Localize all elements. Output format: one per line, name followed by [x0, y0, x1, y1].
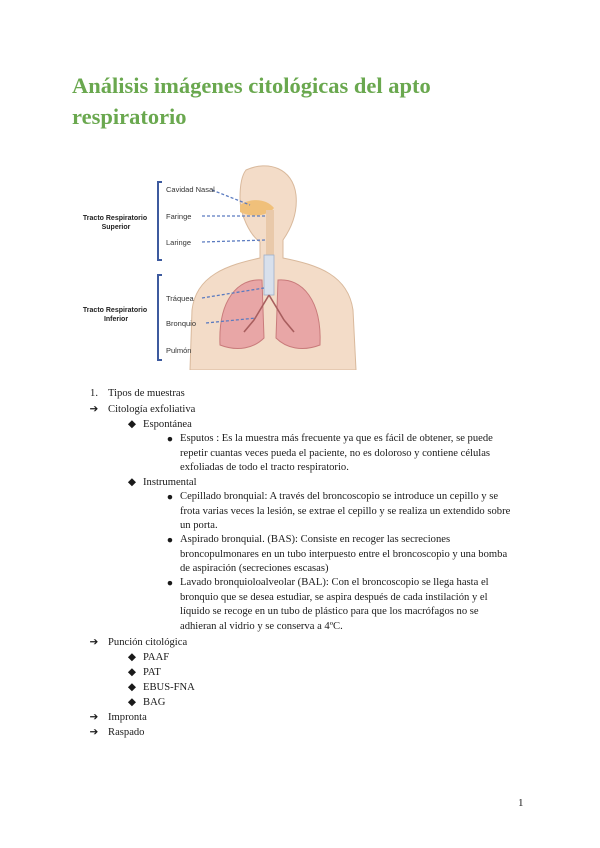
list-item-text: Aspirado bronquial. (BAS): Consiste en recoger las secreciones broncopulmonares en un tubo interpuesto entre el broncoscopio y una bomba de aspiración (secreciones escasas) — [180, 534, 508, 574]
lower-bracket — [158, 275, 162, 360]
trachea-shape — [264, 255, 274, 295]
pointer-laringe — [202, 240, 266, 242]
page-number: 1 — [518, 797, 524, 809]
bullet-icon: ● — [166, 535, 174, 546]
lower-group-label-1: Tracto Respiratorio — [82, 307, 148, 314]
list-item-text: Citología exfoliativa — [108, 404, 196, 415]
label-cavidad-nasal: Cavidad Nasal — [166, 185, 215, 194]
list-item-text: Cepillado bronquial: A través del broncoscopio se introduce un cepillo y se frota varias veces la lesión, se extrae el cepillo y se realiza un extendido sobre un porta. — [180, 491, 511, 531]
label-laringe: Laringe — [166, 238, 192, 247]
arrow-icon: ➔ — [89, 404, 99, 415]
diamond-icon: ◆ — [127, 419, 137, 430]
diamond-icon: ◆ — [127, 652, 137, 663]
list-item-text: Punción citológica — [108, 637, 188, 648]
label-faringe: Faringe — [166, 212, 192, 221]
label-pulmon: Pulmón — [166, 346, 192, 355]
bullet-icon: ● — [166, 492, 174, 503]
diamond-icon: ◆ — [127, 697, 137, 708]
list-item-text: PAAF — [143, 652, 170, 663]
pharynx-shape — [266, 210, 274, 255]
list-item-text: Esputos : Es la muestra más frecuente ya que es fácil de obtener, se puede repetir cuantas veces pueda el paciente, no es doloroso y contiene células exfoliadas de todo el tracto respiratorio. — [180, 433, 493, 473]
list-item-text: Tipos de muestras — [108, 388, 185, 399]
list-item-text: BAG — [143, 697, 166, 708]
svg-text:Tracto Respiratorio Supe — [83, 215, 149, 231]
respiratory-diagram-svg — [78, 160, 378, 370]
arrow-icon: ➔ — [89, 712, 99, 723]
diamond-icon: ◆ — [127, 667, 137, 678]
lower-group-label-2: Inferior — [103, 316, 129, 323]
upper-group-label-2: Superior — [101, 224, 131, 231]
respiratory-tract-diagram — [78, 160, 378, 370]
bullet-icon: ● — [166, 578, 174, 589]
list-item-text: Espontánea — [143, 419, 192, 430]
arrow-icon: ➔ — [89, 727, 99, 738]
list-number: 1. — [90, 388, 98, 399]
list-item-text: Impronta — [108, 712, 147, 723]
list-item-text: PAT — [143, 667, 161, 678]
list-item-text: Lavado bronquioloalveolar (BAL): Con el broncoscopio se llega hasta el bronquio que se desea estudiar, se aspira después de cada instilación y el líquido se recoge en un tubo de plástico para que los macrófagos no se adhieran al vidrio y se conserva a 4ºC. — [180, 577, 489, 632]
list-item-text: EBUS-FNA — [143, 682, 195, 693]
arrow-icon: ➔ — [89, 637, 99, 648]
label-bronquio: Bronquio — [166, 319, 197, 328]
upper-group-label-1: Tracto Respiratorio — [82, 215, 148, 222]
label-traquea: Tráquea — [166, 294, 194, 303]
bullet-icon: ● — [166, 434, 174, 445]
upper-bracket — [158, 182, 162, 260]
diamond-icon: ◆ — [127, 477, 137, 488]
diamond-icon: ◆ — [127, 682, 137, 693]
list-item-text: Raspado — [108, 727, 145, 738]
svg-text:Tracto Respiratorio Infe — [83, 307, 149, 323]
page-title: Análisis imágenes citológicas del apto respiratorio — [72, 73, 431, 129]
list-item-text: Instrumental — [143, 477, 197, 488]
